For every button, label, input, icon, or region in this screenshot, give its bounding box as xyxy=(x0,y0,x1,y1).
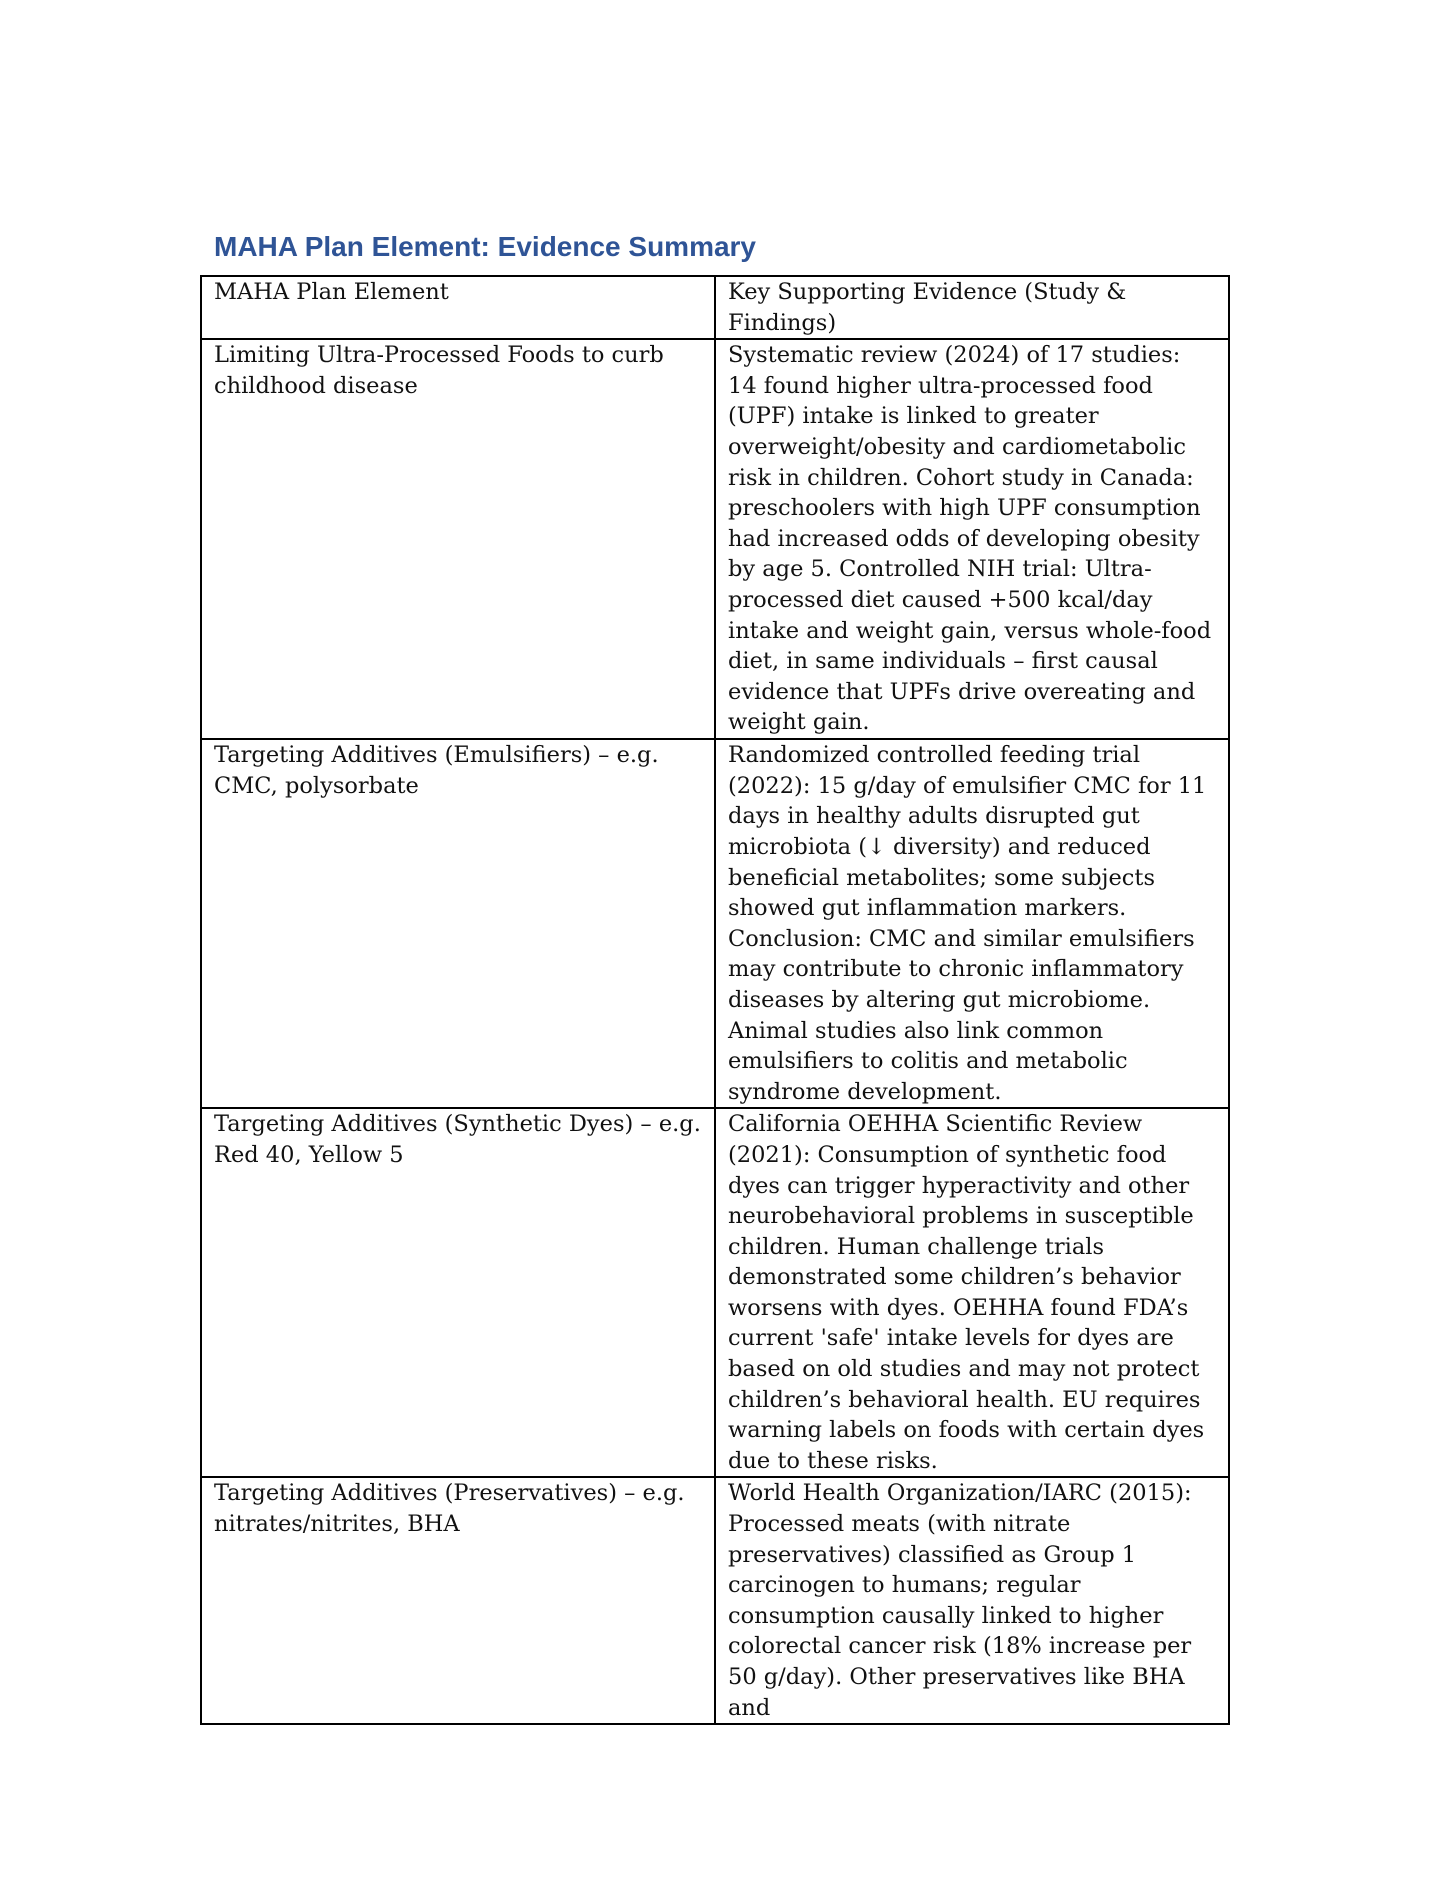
page-title: MAHA Plan Element: Evidence Summary xyxy=(214,231,757,262)
evidence-text: Systematic review (2024) of 17 studies: 14 found higher ultra-processed food (UPF) intake is linked to greater overweight/obesity and cardiometabolic risk in children. Cohort study in Canada: preschoolers with high UPF consumption had increased odds of developing obesity by age 5. Controlled NIH trial: Ultra-processed diet caused +500 kcal/day intake and weight gain, versus whole-food diet, in same individuals – first causal evidence that UPFs drive overeating and weight gain. xyxy=(728,342,1212,736)
table-row xyxy=(201,339,1229,739)
element-text: Limiting Ultra-Processed Foods to curb childhood disease xyxy=(214,342,664,399)
evidence-text: Randomized controlled feeding trial (2022): 15 g/day of emulsifier CMC for 11 days in healthy adults disrupted gut microbiota (↓ diversity) and reduced beneficial metabolites; some subjects showed gut inflammation markers. Conclusion: CMC and similar emulsifiers may contribute to chronic inflammatory diseases by altering gut microbiome. Animal studies also link common emulsifiers to colitis and metabolic syndrome development. xyxy=(728,742,1207,1105)
header-evidence-text: Key Supporting Evidence (Study & Findings) xyxy=(728,279,1127,336)
element-cell xyxy=(201,739,715,1108)
element-cell xyxy=(201,1477,715,1724)
table-header-row xyxy=(201,276,1229,339)
table-row xyxy=(201,1477,1229,1724)
element-cell xyxy=(201,1108,715,1477)
evidence-cell xyxy=(715,739,1229,1108)
evidence-table xyxy=(200,275,1230,1725)
element-text: Targeting Additives (Preservatives) – e.g. nitrates/nitrites, BHA xyxy=(214,1480,685,1538)
header-cell-evidence xyxy=(715,276,1229,339)
table-row xyxy=(201,1108,1229,1477)
evidence-cell xyxy=(715,1477,1229,1724)
element-cell xyxy=(201,339,715,739)
evidence-text: World Health Organization/IARC (2015): Processed meats (with nitrate preservatives) classified as Group 1 carcinogen to humans; regular consumption causally linked to higher colorectal cancer risk (18% increase per 50 g/day). Other preservatives like BHA and xyxy=(728,1480,1192,1721)
element-text: Targeting Additives (Emulsifiers) – e.g. CMC, polysorbate xyxy=(214,742,659,799)
header-element-text: MAHA Plan Element xyxy=(214,279,449,305)
table-row xyxy=(201,739,1229,1108)
evidence-text: California OEHHA Scientific Review (2021): Consumption of synthetic food dyes can trigger hyperactivity and other neurobehavioral problems in susceptible children. Human challenge trials demonstrated some children’s behavior worsens with dyes. OEHHA found FDA’s current 'safe' intake levels for dyes are based on old studies and may not protect children’s behavioral health. EU requires warning labels on foods with certain dyes due to these risks. xyxy=(728,1111,1205,1474)
evidence-cell xyxy=(715,1108,1229,1477)
element-text: Targeting Additives (Synthetic Dyes) – e.g. Red 40, Yellow 5 xyxy=(214,1111,701,1168)
evidence-cell xyxy=(715,339,1229,739)
header-cell-element xyxy=(201,276,715,339)
